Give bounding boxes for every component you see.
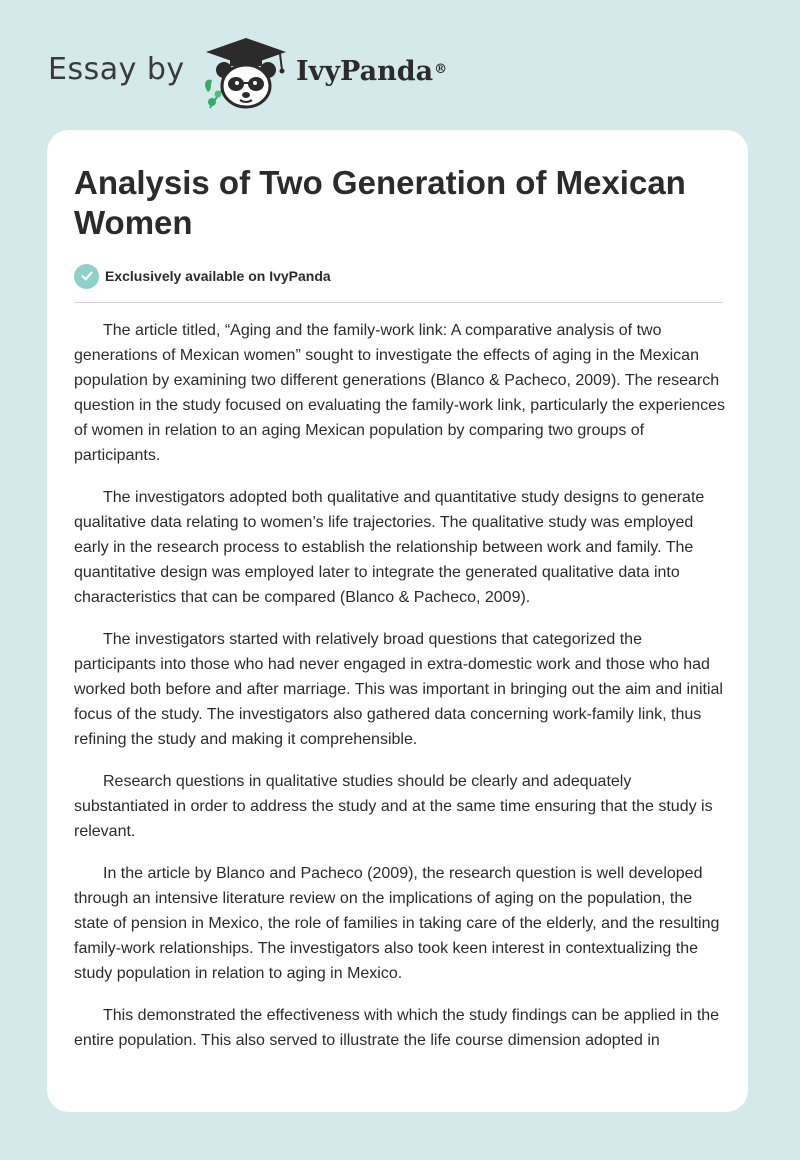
exclusive-badge [74,263,331,289]
essay-card [47,130,748,1112]
paragraph: The investigators started with relatively broad questions that categorized the participants into those who had never engaged in extra-domestic work and those who had worked both before and after marriage. This was important in bringing out the aim and initial focus of the study. The investigators also gathered data concerning work-family link, thus refining the study and making it comprehensible. [74,631,723,748]
paragraph: In the article by Blanco and Pacheco (2009), the research question is well developed through an intensive literature review on the implications of aging on the population, the state of pension in Mexico, the role of families in taking care of the elderly, and the resulting family-work relationships. The investigators also took keen interest in contextualizing the study population in relation to aging in Mexico. [74,865,720,982]
paragraph: The investigators adopted both qualitative and quantitative study designs to generate qualitative data relating to women’s life trajectories. The qualitative study was employed early in the research process to establish the relationship between work and family. The quantitative design was employed later to integrate the generated qualitative data into characteristics that can be compared (Blanco & Pacheco, 2009). [74,489,705,606]
paragraph: The article titled, “Aging and the family-work link: A comparative analysis of two generations of Mexican women” sought to investigate the effects of aging in the Mexican population by examining two different generations (Blanco & Pacheco, 2009). The research question in the study focused on evaluating the family-work link, particularly the experiences of women in relation to an aging Mexican population by comparing two groups of participants. [74,322,726,464]
check-icon [74,264,99,289]
panda-logo-icon[interactable] [200,34,292,110]
site-header [0,0,800,125]
registered-mark: ® [434,62,448,77]
essay-by-label: Essay by [48,52,185,87]
ivypanda-brand-name[interactable]: IvyPanda® [296,56,448,87]
essay-title: Analysis of Two Generation of Mexican Women [74,164,686,241]
essay-body [74,318,726,1070]
exclusive-badge-label: Exclusively available on IvyPanda [105,268,331,284]
divider [74,302,723,303]
paragraph: Research questions in qualitative studies should be clearly and adequately substantiated in order to address the study and at the same time ensuring that the study is relevant. [74,773,713,840]
paragraph: This demonstrated the effectiveness with which the study findings can be applied in the entire population. This also served to illustrate the life course dimension adopted in [74,1007,720,1049]
